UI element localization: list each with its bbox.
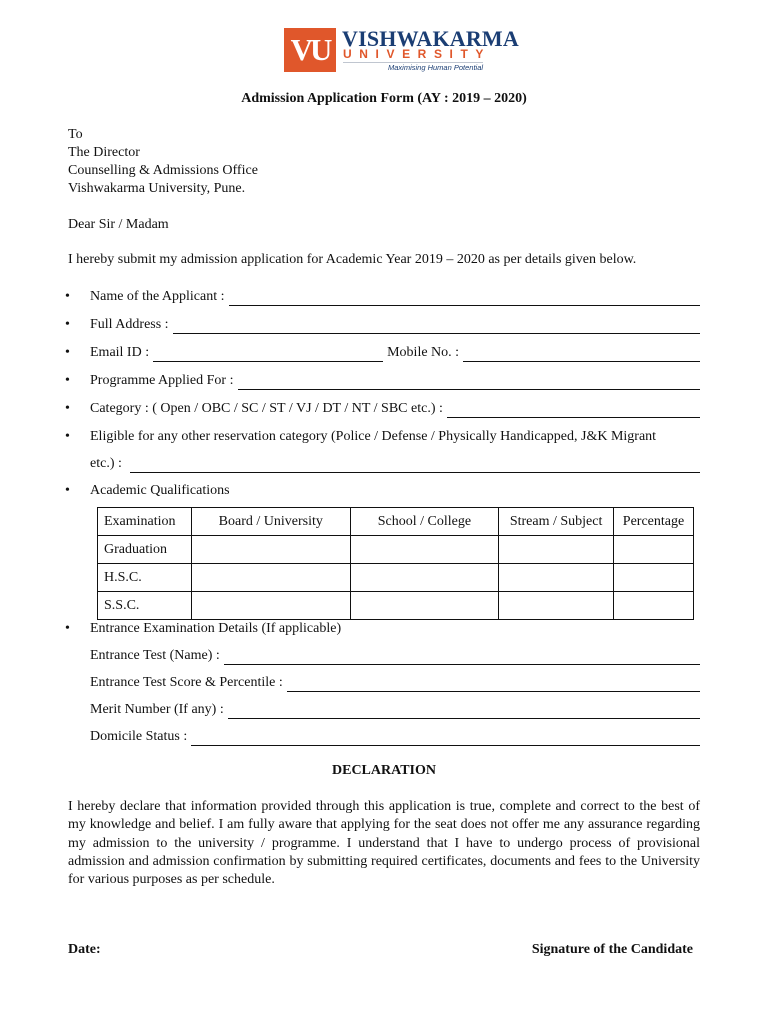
table-row (98, 536, 694, 564)
table-cell[interactable] (613, 592, 693, 620)
test-score-input-line[interactable] (287, 677, 700, 692)
field-row-test-score (90, 674, 700, 692)
signature-label: Signature of the Candidate (531, 942, 693, 957)
bullet: • (65, 289, 70, 304)
row-label-hsc: H.S.C. (98, 564, 192, 592)
field-row-contact (90, 344, 700, 362)
domicile-input-line[interactable] (191, 731, 700, 746)
bullet: • (65, 373, 70, 388)
declaration-text: I hereby declare that information provided through this application is true, complete and correct to the best of my knowledge and belief. I am fully aware that applying for the seat does not offer me any assurance regarding my admission to the university / programme. I understand that I have to undergo process of provisional admission and admission confirmation by submitting required certificates, documents and fees to the University for various purposes as per schedule. (68, 799, 700, 888)
test-name-input-line[interactable] (224, 650, 700, 665)
table-cell[interactable] (499, 564, 614, 592)
table-cell[interactable] (191, 592, 350, 620)
col-school-college: School / College (350, 508, 499, 536)
bullet: • (65, 345, 70, 360)
date-label: Date: (68, 942, 101, 957)
bullet: • (65, 401, 70, 416)
address-input-line[interactable] (173, 319, 700, 334)
row-label-ssc: S.S.C. (98, 592, 192, 620)
test-score-label: Entrance Test Score & Percentile : (90, 675, 283, 690)
address-office: Counselling & Admissions Office (68, 163, 258, 178)
academic-heading: Academic Qualifications (90, 483, 230, 498)
table-row (98, 564, 694, 592)
table-cell[interactable] (499, 536, 614, 564)
field-row-address (90, 316, 700, 334)
field-row-test-name (90, 647, 700, 665)
reservation-label-line1: Eligible for any other reservation category (Police / Defense / Physically Handicapped, J&K Migrant (90, 429, 657, 444)
merit-label: Merit Number (If any) : (90, 702, 224, 717)
table-cell[interactable] (350, 536, 499, 564)
name-input-line[interactable] (229, 291, 700, 306)
table-cell[interactable] (191, 564, 350, 592)
field-row-merit (90, 701, 700, 719)
entrance-heading: Entrance Examination Details (If applicable) (90, 621, 342, 636)
row-label-graduation: Graduation (98, 536, 192, 564)
reservation-input-line[interactable] (130, 458, 700, 473)
address-label: Full Address : (90, 317, 169, 332)
intro-text: I hereby submit my admission application for Academic Year 2019 – 2020 as per details given below. (68, 252, 637, 267)
email-label: Email ID : (90, 345, 150, 360)
mobile-label: Mobile No. : (387, 345, 460, 360)
logo-university-name: VISHWAKARMA (342, 26, 519, 51)
declaration-title: DECLARATION (332, 763, 436, 778)
table-cell[interactable] (191, 536, 350, 564)
address-to: To (68, 127, 83, 142)
field-row-domicile (90, 728, 700, 746)
table-cell[interactable] (613, 536, 693, 564)
test-name-label: Entrance Test (Name) : (90, 648, 220, 663)
address-university: Vishwakarma University, Pune. (68, 181, 246, 196)
field-row-programme (90, 372, 700, 390)
address-director: The Director (68, 145, 140, 160)
reservation-label-line2: etc.) : (90, 456, 122, 471)
col-percentage: Percentage (613, 508, 693, 536)
form-title: Admission Application Form (AY : 2019 – 2020) (241, 91, 527, 106)
programme-label: Programme Applied For : (90, 373, 234, 388)
table-cell[interactable] (613, 564, 693, 592)
programme-input-line[interactable] (238, 375, 701, 390)
category-input-line[interactable] (447, 403, 700, 418)
logo-tagline: Maximising Human Potential (388, 63, 484, 72)
bullet: • (65, 483, 70, 498)
academic-qualifications-table (97, 507, 694, 620)
table-cell[interactable] (350, 592, 499, 620)
merit-input-line[interactable] (228, 704, 700, 719)
domicile-label: Domicile Status : (90, 729, 188, 744)
email-input-line[interactable] (153, 347, 383, 362)
col-stream-subject: Stream / Subject (499, 508, 614, 536)
table-header-row (98, 508, 694, 536)
field-row-reservation (90, 455, 700, 473)
table-cell[interactable] (350, 564, 499, 592)
name-label: Name of the Applicant : (90, 289, 225, 304)
bullet: • (65, 621, 70, 636)
field-row-category (90, 400, 700, 418)
bullet: • (65, 317, 70, 332)
university-logo (284, 26, 519, 74)
table-cell[interactable] (499, 592, 614, 620)
field-row-name (90, 288, 700, 306)
bullet: • (65, 429, 70, 444)
salutation: Dear Sir / Madam (68, 217, 169, 232)
col-board-university: Board / University (191, 508, 350, 536)
category-label: Category : ( Open / OBC / SC / ST / VJ / DT / NT / SBC etc.) : (90, 401, 443, 416)
vu-logo-mark: VU (284, 28, 336, 72)
logo-university-word: UNIVERSITY (343, 47, 492, 61)
mobile-input-line[interactable] (463, 347, 700, 362)
col-examination: Examination (98, 508, 192, 536)
table-row (98, 592, 694, 620)
